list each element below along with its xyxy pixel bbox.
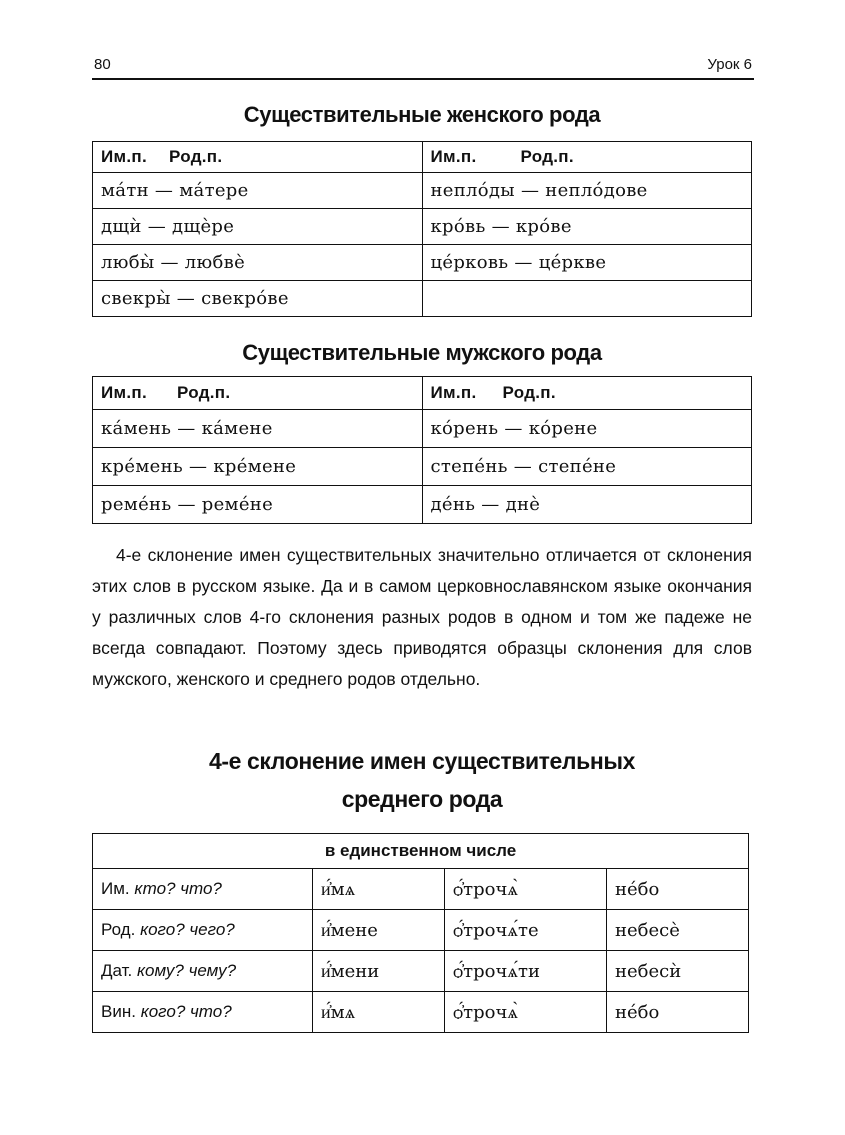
form-cell: ѻ҆́трочѧ̀ [445, 869, 607, 910]
header-nom: Им.п. [430, 147, 477, 166]
table-row [93, 245, 752, 281]
form-cell: не́бо [607, 992, 749, 1033]
page-header [92, 56, 754, 80]
table-subheader-row [93, 834, 749, 869]
word-pair: ма́тн — ма́тере [93, 173, 423, 209]
case-name: Вин. [101, 1002, 136, 1021]
body-paragraph [92, 540, 752, 695]
form-cell: и҆́мѧ [313, 992, 445, 1033]
form-cell: ѻ҆́трочѧ̀ [445, 992, 607, 1033]
table-row [93, 869, 749, 910]
form-cell: ѻ҆́трочѧ́ти [445, 951, 607, 992]
word-pair: це́рковь — це́ркве [422, 245, 752, 281]
table-row [93, 486, 752, 524]
form-cell: ѻ҆́трочѧ́те [445, 910, 607, 951]
word-pair: де́нь — днѐ [422, 486, 752, 524]
word-pair: любы̀ — любвѐ [93, 245, 423, 281]
table-row [93, 173, 752, 209]
case-name: Им. [101, 879, 130, 898]
paragraph-text: 4-е склонение имен существительных значительно отличается от склонения этих слов в русском языке. Да и в самом церковнославянском языке окончания у различных слов 4-го склонения разных родов в одном и том же падеже не всегда совпадают. Поэтому здесь приводятся образцы склонения для слов мужского, женского и среднего родов отдельно. [92, 545, 752, 689]
form-cell: небесѝ [607, 951, 749, 992]
case-name: Дат. [101, 961, 133, 980]
masculine-title: Существительные мужского рода [242, 340, 602, 365]
page-number: 80 [94, 56, 111, 73]
case-label [93, 951, 313, 992]
case-label [93, 910, 313, 951]
case-label [93, 869, 313, 910]
header-gen: Род.п. [169, 147, 223, 166]
header-cell [93, 377, 423, 410]
table-row [93, 992, 749, 1033]
header-gen: Род.п. [177, 383, 231, 402]
table-row [93, 448, 752, 486]
header-nom: Им.п. [430, 383, 477, 402]
form-cell: и҆́мѧ [313, 869, 445, 910]
neuter-title-line2: среднего рода [341, 786, 503, 812]
neuter-title [92, 742, 752, 818]
table-row [93, 410, 752, 448]
neuter-title-line1: 4-е склонение имен существительных [208, 748, 636, 774]
table-row [93, 910, 749, 951]
word-pair: кро́вь — кро́ве [422, 209, 752, 245]
case-question: кому? чему? [136, 961, 237, 980]
number-subheader: в единственном числе [93, 834, 749, 869]
neuter-declension-table [92, 833, 749, 1033]
table-row [93, 209, 752, 245]
header-gen: Род.п. [520, 147, 574, 166]
header-gen: Род.п. [502, 383, 556, 402]
word-pair: свекры̀ — свекро́ве [93, 281, 423, 317]
masculine-table [92, 376, 752, 524]
lesson-label: Урок 6 [707, 56, 752, 73]
word-pair: реме́нь — реме́не [93, 486, 423, 524]
form-cell: и҆́мене [313, 910, 445, 951]
feminine-table [92, 141, 752, 317]
word-pair: непло́ды — непло́дове [422, 173, 752, 209]
form-cell: и҆́мени [313, 951, 445, 992]
word-pair: ка́мень — ка́мене [93, 410, 423, 448]
form-cell: небесѐ [607, 910, 749, 951]
case-question: кто? что? [134, 879, 222, 898]
case-label [93, 992, 313, 1033]
word-pair: дщѝ — дщѐре [93, 209, 423, 245]
form-cell: не́бо [607, 869, 749, 910]
header-cell [422, 142, 752, 173]
empty-cell [422, 281, 752, 317]
header-cell [93, 142, 423, 173]
table-row [93, 281, 752, 317]
word-pair: ко́рень — ко́рене [422, 410, 752, 448]
case-question: кого? что? [140, 1002, 232, 1021]
feminine-title: Существительные женского рода [243, 102, 601, 127]
table-header-row [93, 377, 752, 410]
word-pair: степе́нь — степе́не [422, 448, 752, 486]
table-header-row [93, 142, 752, 173]
table-row [93, 951, 749, 992]
header-nom: Им.п. [101, 147, 148, 166]
case-name: Род. [101, 920, 136, 939]
header-nom: Им.п. [101, 383, 148, 402]
word-pair: кре́мень — кре́мене [93, 448, 423, 486]
case-question: кого? чего? [140, 920, 235, 939]
header-cell [422, 377, 752, 410]
